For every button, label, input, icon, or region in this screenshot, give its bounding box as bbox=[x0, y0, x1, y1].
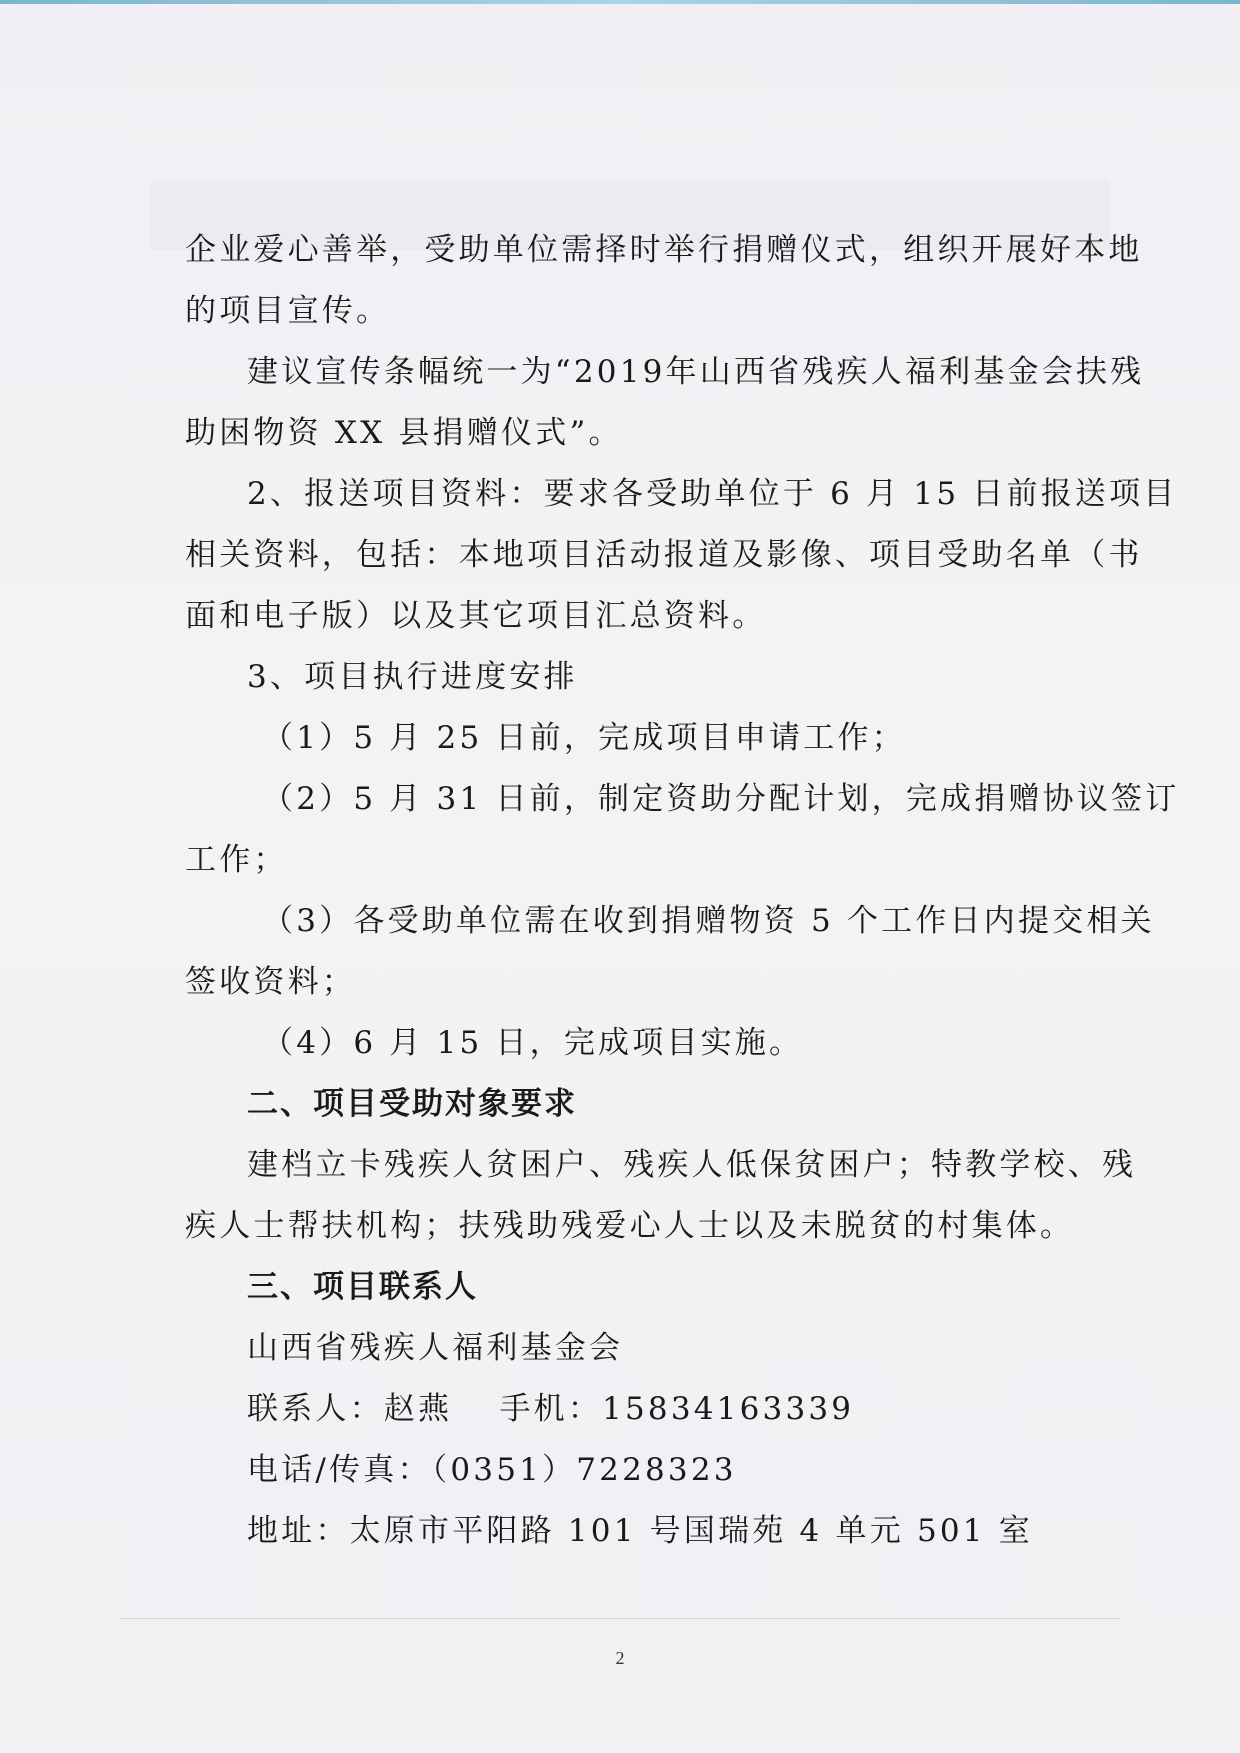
scan-top-edge bbox=[0, 0, 1240, 4]
schedule-item: （2）5 月 31 日前，制定资助分配计划，完成捐赠协议签订 bbox=[262, 781, 1180, 817]
body-line: 签收资料； bbox=[185, 964, 356, 1000]
contact-address: 地址：太原市平阳路 101 号国瑞苑 4 单元 501 室 bbox=[247, 1513, 1033, 1549]
footer-rule bbox=[120, 1618, 1120, 1619]
body-line: 相关资料，包括：本地项目活动报道及影像、项目受助名单（书 bbox=[185, 537, 1143, 573]
schedule-item: （4）6 月 15 日，完成项目实施。 bbox=[262, 1025, 804, 1061]
body-line: 工作； bbox=[185, 842, 288, 878]
contact-org: 山西省残疾人福利基金会 bbox=[247, 1330, 624, 1366]
section-heading: 三、项目联系人 bbox=[247, 1269, 478, 1305]
schedule-item: （1）5 月 25 日前，完成项目申请工作； bbox=[262, 720, 906, 756]
body-line: 面和电子版）以及其它项目汇总资料。 bbox=[185, 598, 767, 634]
body-line: 2、报送项目资料：要求各受助单位于 6 月 15 日前报送项目 bbox=[247, 476, 1178, 512]
page-number: 2 bbox=[615, 1648, 625, 1668]
schedule-item: （3）各受助单位需在收到捐赠物资 5 个工作日内提交相关 bbox=[262, 903, 1155, 939]
contact-person: 联系人：赵燕 手机：15834163339 bbox=[247, 1391, 855, 1427]
section-subheading: 3、项目执行进度安排 bbox=[247, 659, 578, 695]
body-line: 建议宣传条幅统一为“2019年山西省残疾人福利基金会扶残 bbox=[247, 354, 1145, 390]
body-line: 建档立卡残疾人贫困户、残疾人低保贫困户；特教学校、残 bbox=[247, 1147, 1137, 1183]
body-line: 疾人士帮扶机构；扶残助残爱心人士以及未脱贫的村集体。 bbox=[185, 1208, 1075, 1244]
body-line: 企业爱心善举，受助单位需择时举行捐赠仪式，组织开展好本地 bbox=[185, 232, 1143, 268]
body-line: 的项目宣传。 bbox=[185, 293, 391, 329]
section-heading: 二、项目受助对象要求 bbox=[247, 1086, 577, 1122]
contact-phone-fax: 电话/传真：（0351）7228323 bbox=[247, 1452, 737, 1488]
body-line: 助困物资 XX 县捐赠仪式”。 bbox=[185, 415, 623, 451]
